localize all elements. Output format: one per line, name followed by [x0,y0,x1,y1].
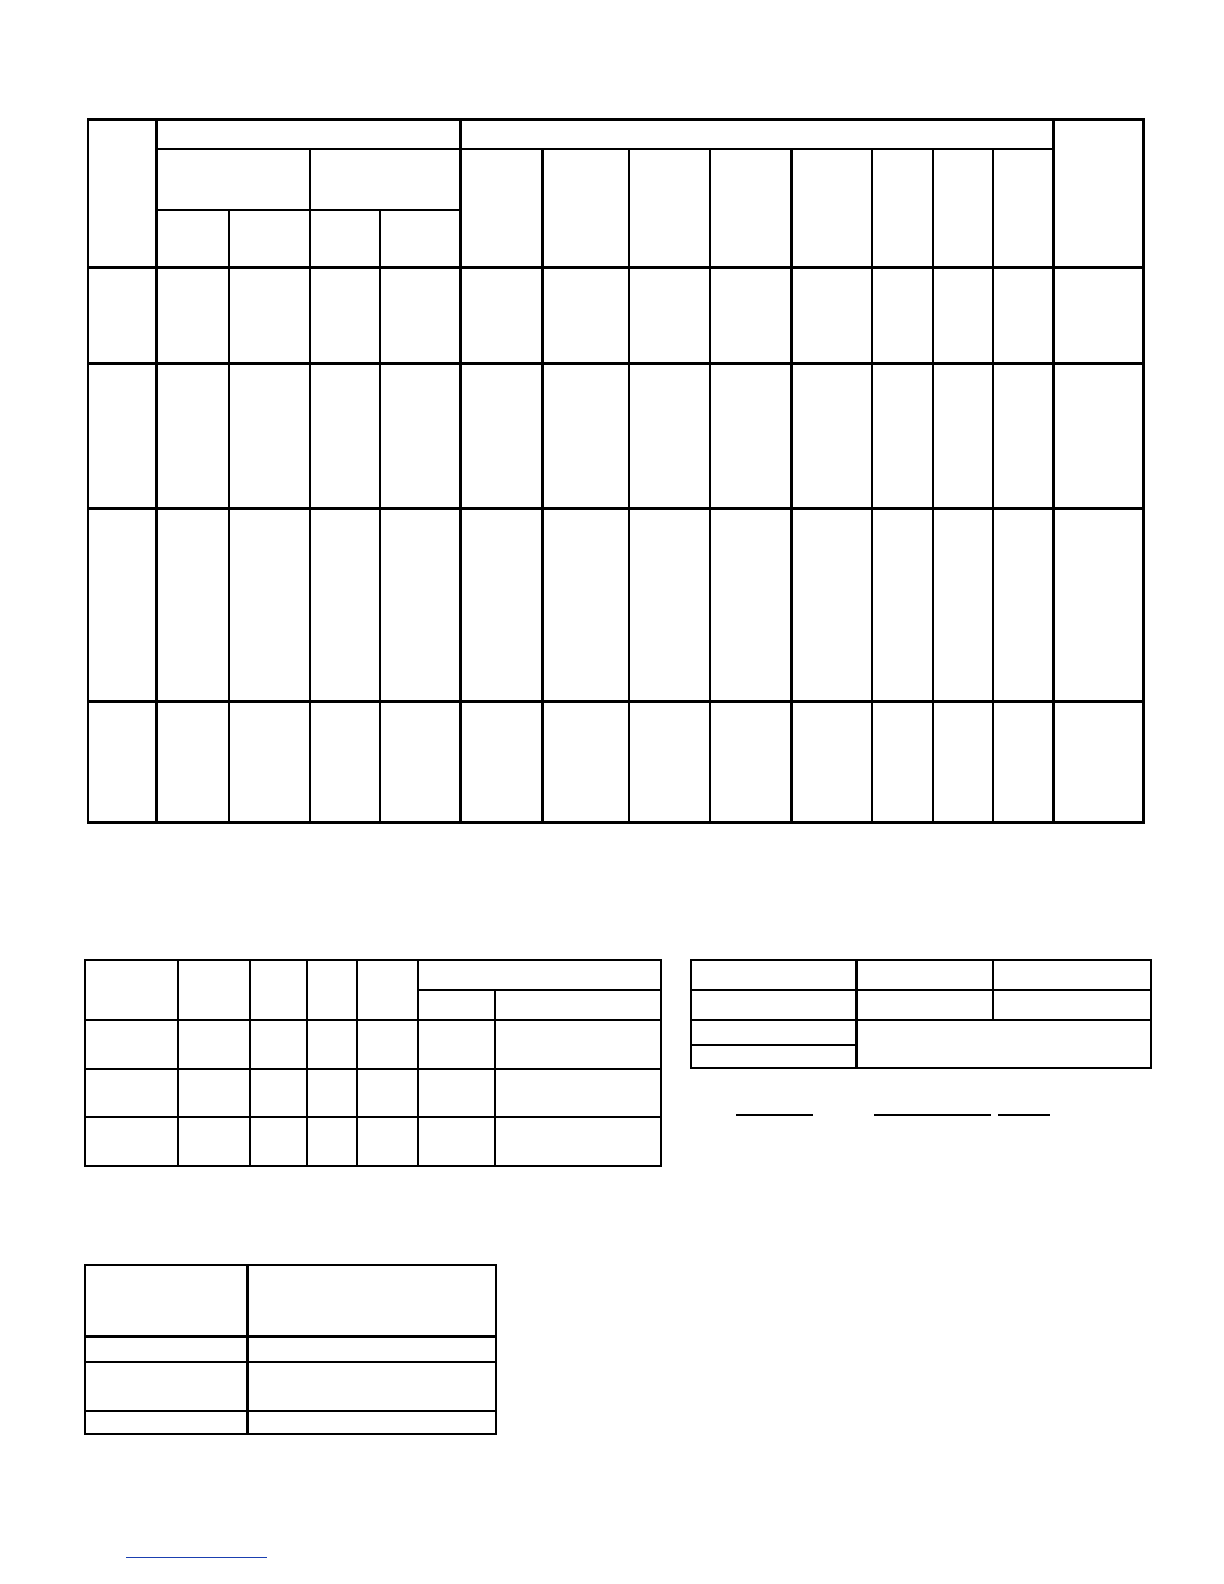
main-grid-bottom-border [88,821,1145,824]
main-grid-col-line-12 [932,148,934,824]
main-grid-right-border [1142,118,1145,824]
main-grid-row-line-1 [88,266,1145,269]
main-grid-row-line-4 [88,700,1145,703]
lower-right-col-line-2 [992,959,994,1021]
bottom-grid-bottom-border [84,1433,497,1435]
lower-right-row-line-3 [690,1044,857,1046]
main-grid-row-line-2 [88,362,1145,365]
lower-left-row-line-3 [84,1116,662,1118]
lower-right-bottom-border [690,1067,1152,1069]
main-grid-top-border [88,118,1145,121]
main-grid-col-line-7 [541,148,544,824]
lower-right-blank-line-3 [998,1114,1050,1116]
lower-left-row-line-1 [84,1019,662,1021]
main-grid-left-border [87,118,89,824]
main-grid-row-line-3 [88,507,1145,510]
lower-left-subheader-line [417,989,662,991]
lower-right-row-line-2 [690,1019,1152,1021]
main-grid-header-line-2 [156,148,1054,150]
main-grid-col-line-8 [628,148,630,824]
lower-left-left-border [84,959,86,1167]
bottom-grid-row-line-3 [84,1410,497,1412]
lower-left-col-line-5 [417,959,419,1167]
lower-left-col-line-2 [249,959,251,1167]
main-grid-col-line-3 [228,209,230,824]
bottom-grid-col-line-1 [246,1264,249,1435]
lower-left-col-line-4 [356,959,358,1167]
main-grid-col-line-6 [459,118,462,824]
bottom-grid-top-border [84,1264,497,1266]
lower-right-top-border [690,959,1152,961]
lower-left-col-line-6 [494,989,496,1167]
bottom-grid-row-line-1 [84,1335,497,1338]
main-grid-col-line-11 [871,148,873,824]
main-grid-col-line-5 [379,209,381,824]
main-grid-col-line-9 [709,148,711,824]
main-grid-col-line-15 [1052,118,1055,824]
lower-left-row-line-2 [84,1068,662,1070]
footnote-separator-line [126,1557,267,1558]
lower-right-left-border [690,959,692,1069]
lower-left-col-line-3 [306,959,308,1167]
main-grid-col-line-13 [992,148,994,824]
main-grid-col-line-10 [790,148,793,824]
lower-right-blank-line-1 [736,1114,813,1116]
bottom-grid-row-line-2 [84,1361,497,1363]
lower-right-right-border [1150,959,1152,1069]
lower-right-row-line-1 [690,989,1152,991]
lower-left-bottom-border [84,1165,662,1167]
main-grid-col-line-4 [309,148,311,824]
lower-left-top-border [84,959,662,961]
lower-right-blank-line-2 [874,1114,991,1116]
lower-right-col-line-1 [855,959,858,1069]
main-grid-col-line-1 [155,118,158,824]
lower-left-col-line-1 [177,959,179,1167]
